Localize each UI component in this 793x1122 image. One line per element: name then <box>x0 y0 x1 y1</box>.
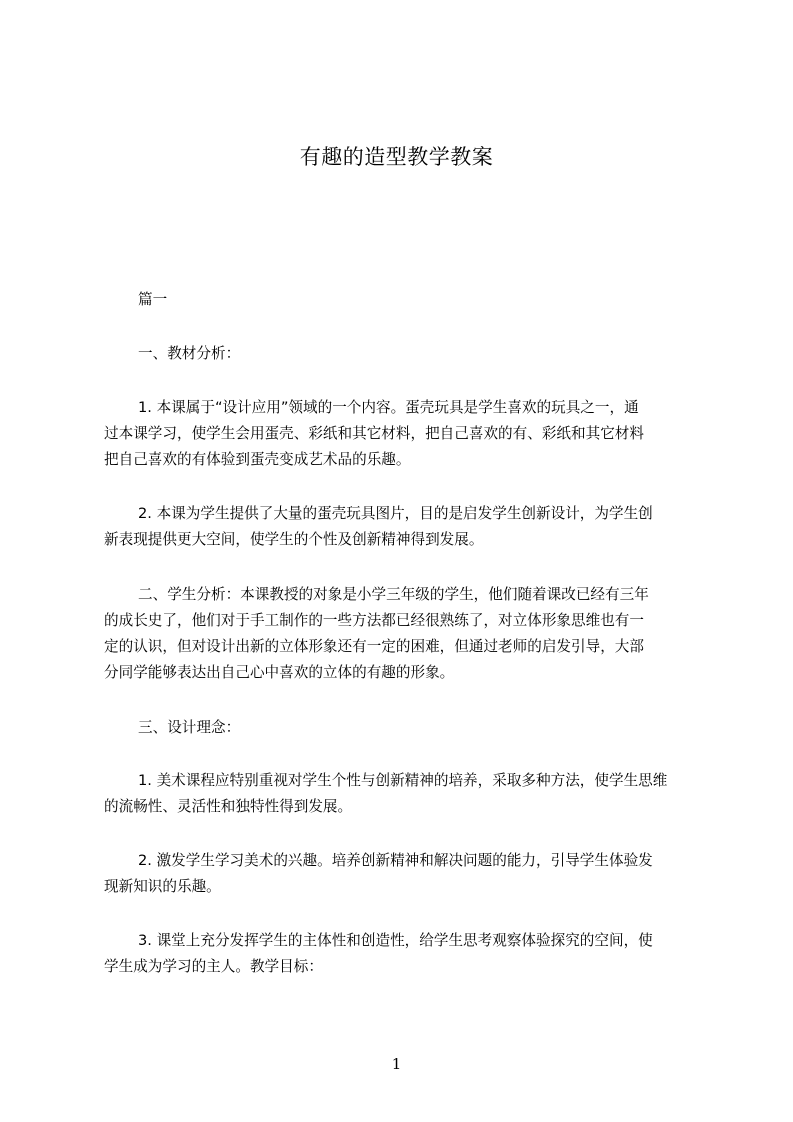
section-1-paragraph-2 <box>104 501 700 553</box>
paragraph-line: 2. 激发学生学习美术的兴趣。培养创新精神和解决问题的能力，引导学生体验发 <box>138 852 653 869</box>
paragraph-line: 2. 本课为学生提供了大量的蛋壳玩具图片，目的是启发学生创新设计，为学生创 <box>138 505 653 522</box>
paragraph-line: 把自己喜欢的有体验到蛋壳变成艺术品的乐趣。 <box>104 451 411 468</box>
paragraph-line: 的流畅性、灵活性和独特性得到发展。 <box>104 798 353 815</box>
paragraph-line: 的成长史了，他们对于手工制作的一些方法都已经很熟练了，对立体形象思维也有一 <box>104 612 644 629</box>
part-heading-text: 篇一 <box>138 291 168 308</box>
section-2-paragraph <box>104 582 700 686</box>
section-3-paragraph-1 <box>104 768 700 820</box>
paragraph-line: 3. 课堂上充分发挥学生的主体性和创造性，给学生思考观察体验探究的空间，使 <box>138 932 653 949</box>
section-1-paragraph-1 <box>104 395 700 473</box>
paragraph-line: 1. 本课属于“设计应用”领域的一个内容。蛋壳玩具是学生喜欢的玩具之一，通 <box>138 399 639 416</box>
section-3-heading-text: 三、设计理念： <box>138 719 241 736</box>
paragraph-line: 1. 美术课程应特别重视对学生个性与创新精神的培养，采取多种方法，使学生思维 <box>138 772 668 789</box>
paragraph-line: 二、学生分析：本课教授的对象是小学三年级的学生，他们随着课改已经有三年 <box>138 586 649 603</box>
paragraph-line: 过本课学习，使学生会用蛋壳、彩纸和其它材料，把自己喜欢的有、彩纸和其它材料 <box>104 425 644 442</box>
page-title: 有趣的造型教学教案 <box>299 145 494 169</box>
paragraph-line: 定的认识，但对设计出新的立体形象还有一定的困难，但通过老师的启发引导，大部 <box>104 638 644 655</box>
section-3-paragraph-3 <box>104 928 700 980</box>
section-1-heading-text: 一、教材分析： <box>138 345 241 362</box>
paragraph-line: 现新知识的乐趣。 <box>104 878 221 895</box>
section-3-heading <box>104 715 700 741</box>
paragraph-line: 新表现提供更大空间，使学生的个性及创新精神得到发展。 <box>104 531 484 548</box>
paragraph-line: 学生成为学习的主人。教学目标： <box>104 958 323 975</box>
section-3-paragraph-2 <box>104 848 700 900</box>
part-heading <box>104 287 700 313</box>
page-number: 1 <box>391 1055 402 1073</box>
section-1-heading <box>104 341 700 367</box>
paragraph-line: 分同学能够表达出自己心中喜欢的立体的有趣的形象。 <box>104 664 455 681</box>
